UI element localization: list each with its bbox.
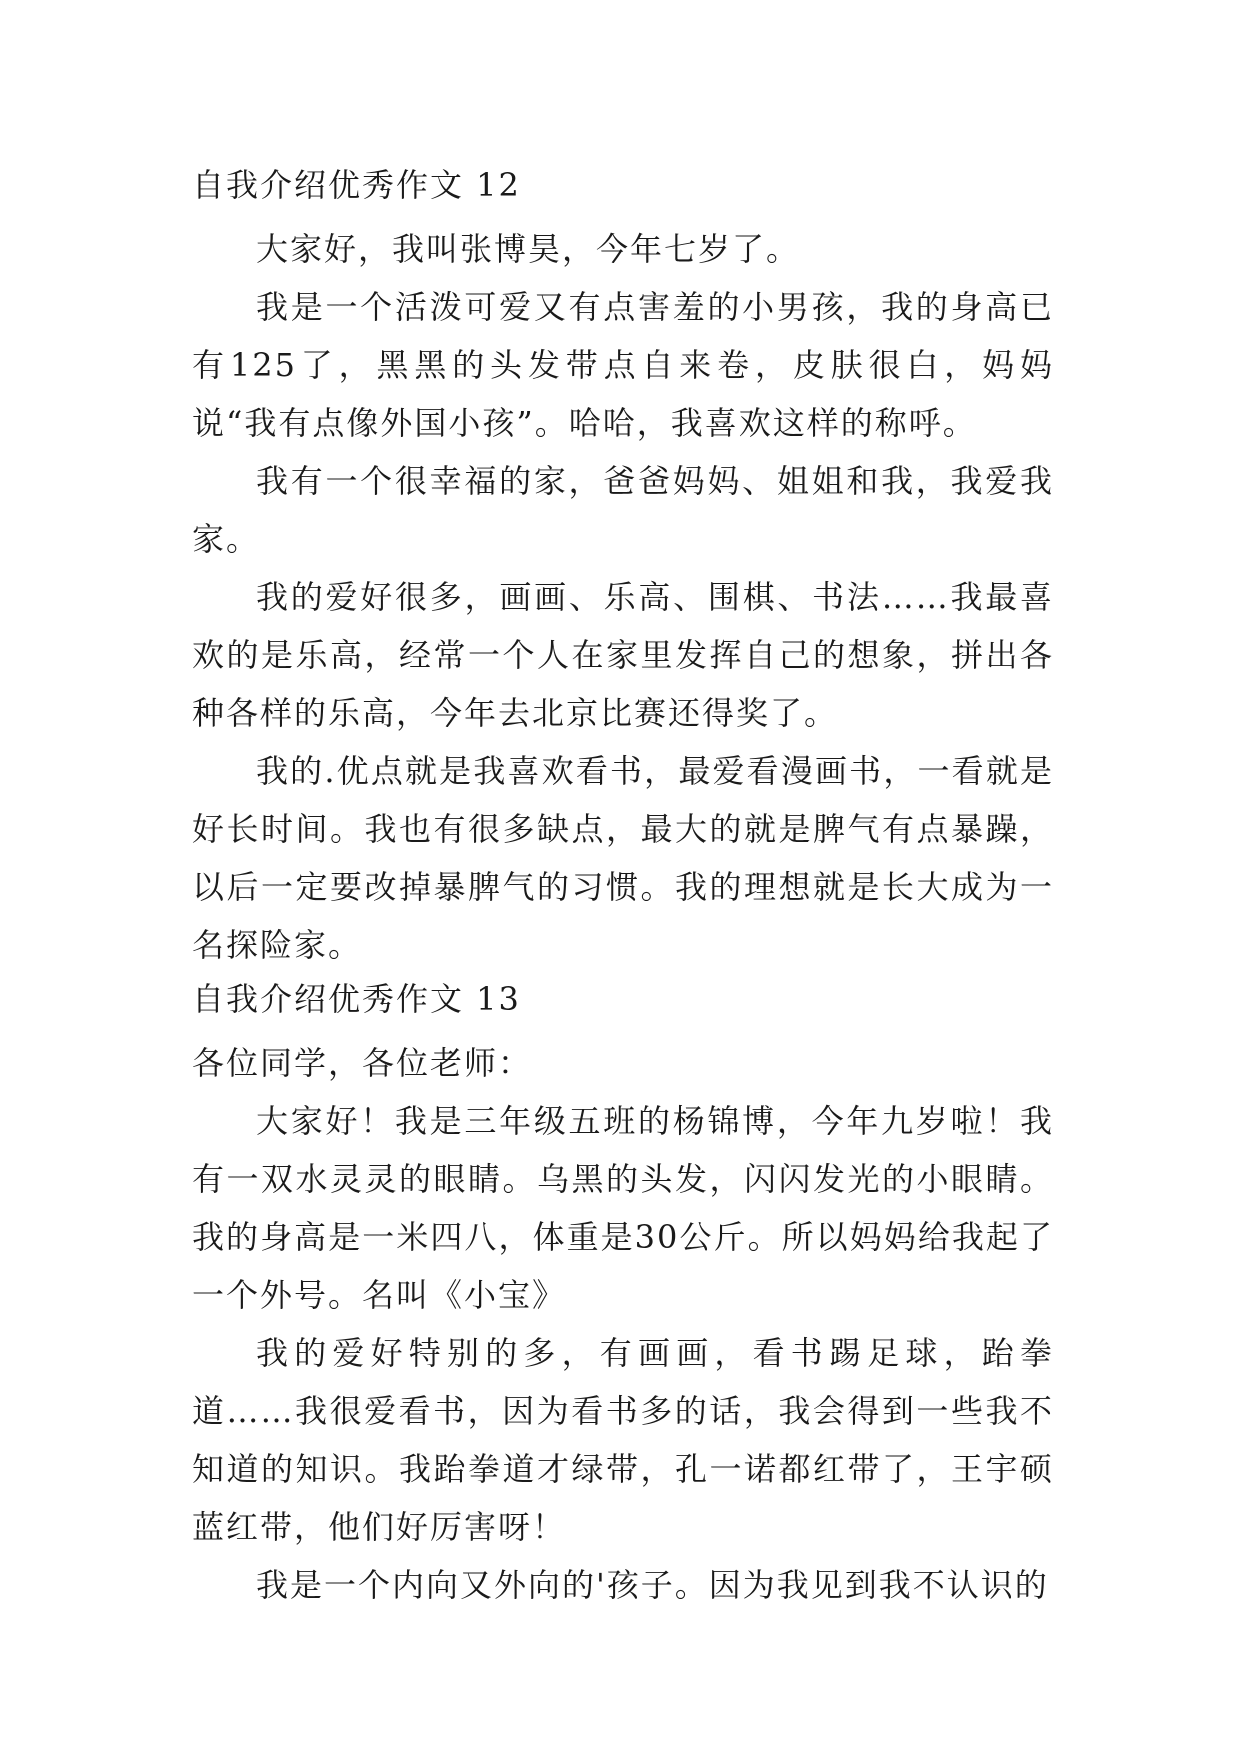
paragraph: 我的.优点就是我喜欢看书，最爱看漫画书，一看就是好长时间。我也有很多缺点，最大的就是脾气有点暴躁，以后一定要改掉暴脾气的习惯。我的理想就是长大成为一名探险家。 <box>192 752 1054 964</box>
paragraph: 我是一个内向又外向的'孩子。因为我见到我不认识的 <box>256 1566 1049 1604</box>
paragraph: 我的爱好特别的多，有画画，看书踢足球，跆拳道……我很爱看书，因为看书多的话，我会得到一些我不知道的知识。我跆拳道才绿带，孔一诺都红带了，王宇硕蓝红带，他们好厉害呀！ <box>192 1334 1054 1546</box>
section-title-13: 自我介绍优秀作文 13 <box>192 980 521 1018</box>
paragraph: 我是一个活泼可爱又有点害羞的小男孩，我的身高已有125了，黑黑的头发带点自来卷，皮肤很白，妈妈说“我有点像外国小孩”。哈哈，我喜欢这样的称呼。 <box>192 288 1054 442</box>
paragraph: 大家好，我叫张博昊，今年七岁了。 <box>256 230 801 268</box>
section-title-12: 自我介绍优秀作文 12 <box>192 166 521 204</box>
paragraph: 我的爱好很多，画画、乐高、围棋、书法……我最喜欢的是乐高，经常一个人在家里发挥自己的想象，拼出各种各样的乐高，今年去北京比赛还得奖了。 <box>192 578 1054 732</box>
salutation: 各位同学，各位老师： <box>192 1044 533 1082</box>
paragraph: 大家好！我是三年级五班的杨锦博，今年九岁啦！我有一双水灵灵的眼睛。乌黑的头发，闪闪发光的小眼睛。我的身高是一米四八，体重是30公斤。所以妈妈给我起了一个外号。名叫《小宝》 <box>192 1102 1054 1314</box>
document-page <box>192 160 1054 1614</box>
paragraph: 我有一个很幸福的家，爸爸妈妈、姐姐和我，我爱我家。 <box>192 462 1054 558</box>
